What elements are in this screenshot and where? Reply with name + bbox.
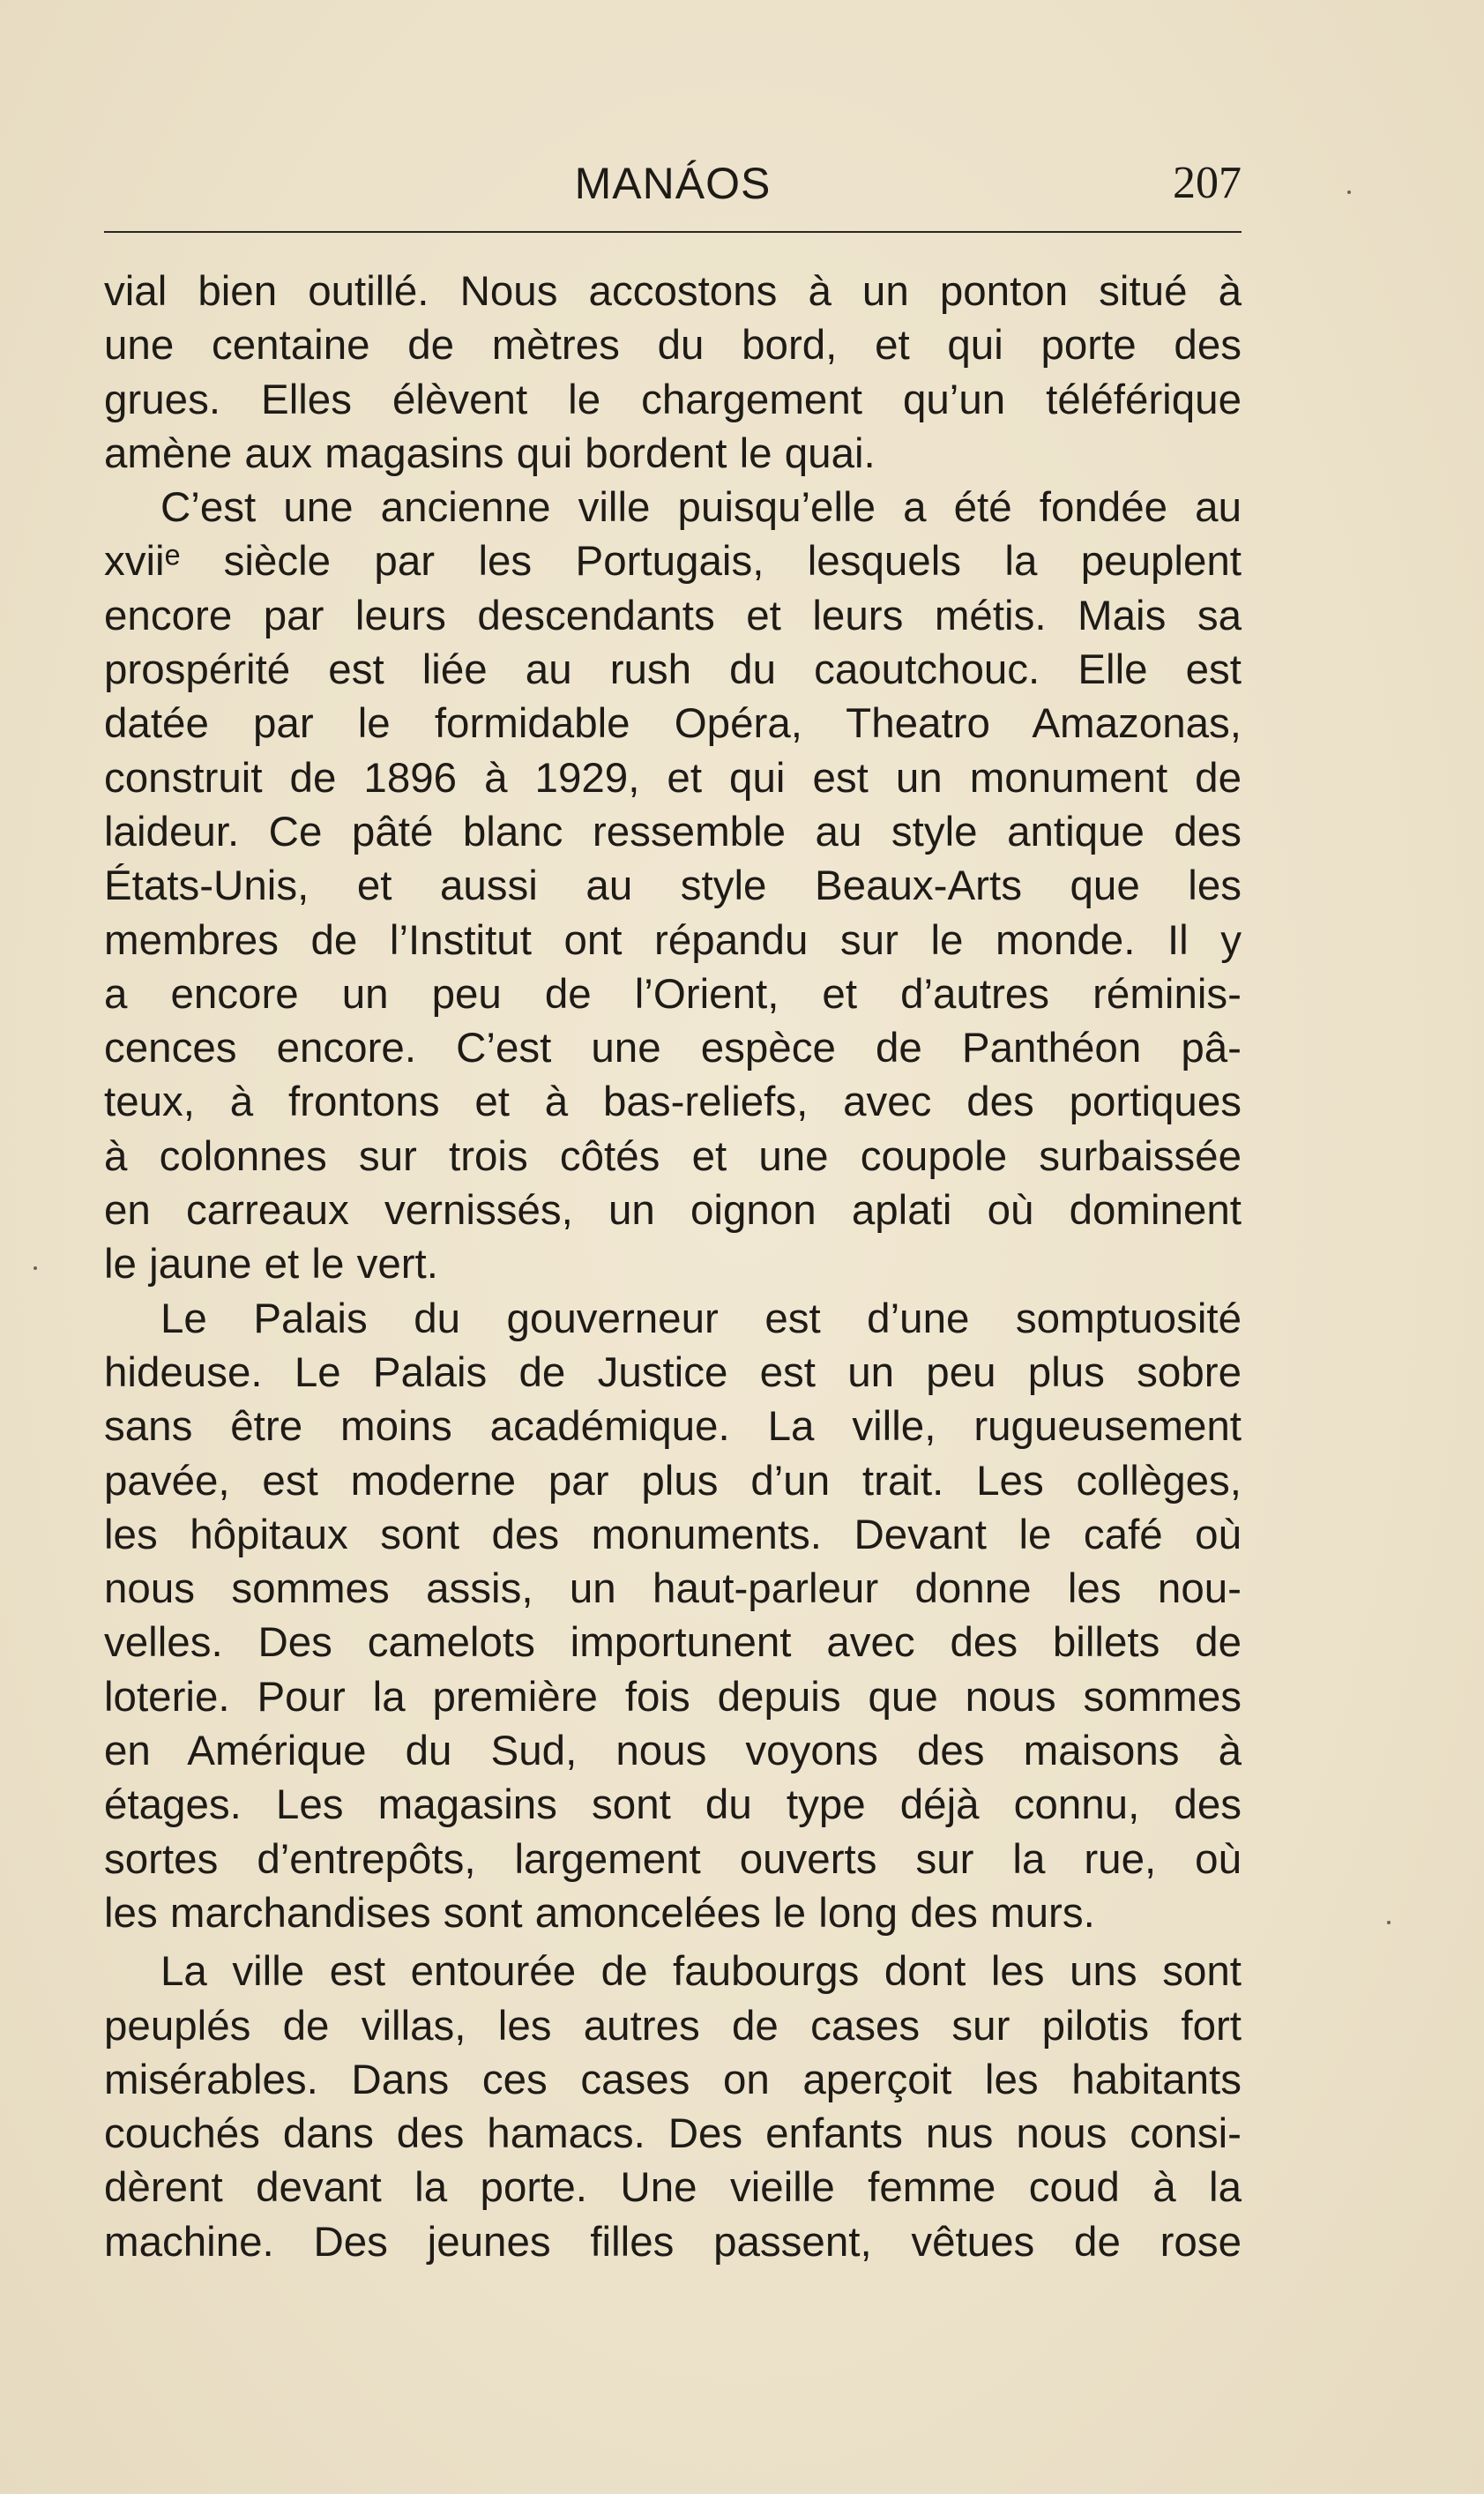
text-line: xviiᵉ siècle par les Portugais, lesquels la peuplent (104, 538, 1242, 586)
print-speck (1387, 1921, 1391, 1924)
text-line: le jaune et le vert. (104, 1241, 438, 1288)
text-line: laideur. Ce pâté blanc ressemble au style antique des (104, 808, 1242, 855)
text-line: en Amérique du Sud, nous voyons des maisons à (104, 1728, 1242, 1775)
text-line: hideuse. Le Palais de Justice est un peu plus sobre (104, 1348, 1242, 1396)
text-line: loterie. Pour la première fois depuis que nous sommes (104, 1673, 1242, 1721)
paragraph-4 (104, 1945, 1242, 2269)
paragraph-1 (104, 265, 1242, 481)
text-line: sortes d’entrepôts, largement ouverts sur la rue, où (104, 1835, 1242, 1883)
text-line: dèrent devant la porte. Une vieille femme coud à la (104, 2164, 1242, 2212)
text-line: teux, à frontons et à bas-reliefs, avec des portiques (104, 1079, 1242, 1126)
text-line: nous sommes assis, un haut-parleur donne les nou- (104, 1565, 1242, 1613)
text-line: peuplés de villas, les autres de cases sur pilotis fort (104, 2002, 1242, 2050)
text-line: machine. Des jeunes filles passent, vêtues de rose (104, 2218, 1242, 2266)
text-line: velles. Des camelots importunent avec des billets de (104, 1619, 1242, 1667)
text-line: étages. Les magasins sont du type déjà connu, des (104, 1781, 1242, 1829)
text-line: prospérité est liée au rush du caoutchouc. Elle est (104, 646, 1242, 694)
text-line: sans être moins académique. La ville, rugueusement (104, 1403, 1242, 1451)
text-line: grues. Elles élèvent le chargement qu’un téléférique (104, 376, 1242, 423)
paragraph-2 (104, 481, 1242, 1291)
text-line: datée par le formidable Opéra, Theatro Amazonas, (104, 700, 1242, 748)
text-line: les hôpitaux sont des monuments. Devant le café où (104, 1511, 1242, 1558)
page-number: 207 (1173, 158, 1242, 208)
text-line: les marchandises sont amoncelées le long des murs. (104, 1889, 1095, 1937)
print-speck (34, 1266, 37, 1270)
text-line: encore par leurs descendants et leurs métis. Mais sa (104, 592, 1242, 639)
text-line: pavée, est moderne par plus d’un trait. Les collèges, (104, 1457, 1242, 1505)
text-line: membres de l’Institut ont répandu sur le monde. Il y (104, 916, 1242, 964)
running-title: MANÁOS (574, 159, 772, 208)
header-rule (104, 231, 1242, 233)
text-line: construit de 1896 à 1929, et qui est un monument de (104, 754, 1242, 802)
text-line: La ville est entourée de faubourgs dont les uns sont (160, 1948, 1242, 1996)
body-text (104, 265, 1242, 2269)
text-line: à colonnes sur trois côtés et une coupole surbaissée (104, 1132, 1242, 1180)
text-line: vial bien outillé. Nous accostons à un ponton situé à (104, 268, 1242, 315)
paragraph-3 (104, 1292, 1242, 1941)
text-line: une centaine de mètres du bord, et qui porte des (104, 322, 1242, 370)
text-line: misérables. Dans ces cases on aperçoit les habitants (104, 2056, 1242, 2103)
text-line: amène aux magasins qui bordent le quai. (104, 429, 876, 477)
page-header (104, 150, 1242, 220)
text-line: États-Unis, et aussi au style Beaux-Arts que les (104, 862, 1242, 910)
print-speck (1347, 190, 1351, 194)
text-line: C’est une ancienne ville puisqu’elle a été fondée au (160, 484, 1242, 532)
text-line: a encore un peu de l’Orient, et d’autres réminis- (104, 970, 1242, 1018)
text-line: couchés dans des hamacs. Des enfants nus nous consi- (104, 2110, 1242, 2158)
text-line: en carreaux vernissés, un oignon aplati où dominent (104, 1187, 1242, 1235)
text-line: cences encore. C’est une espèce de Panthéon pâ- (104, 1025, 1242, 1072)
text-line: Le Palais du gouverneur est d’une somptuosité (160, 1295, 1242, 1342)
